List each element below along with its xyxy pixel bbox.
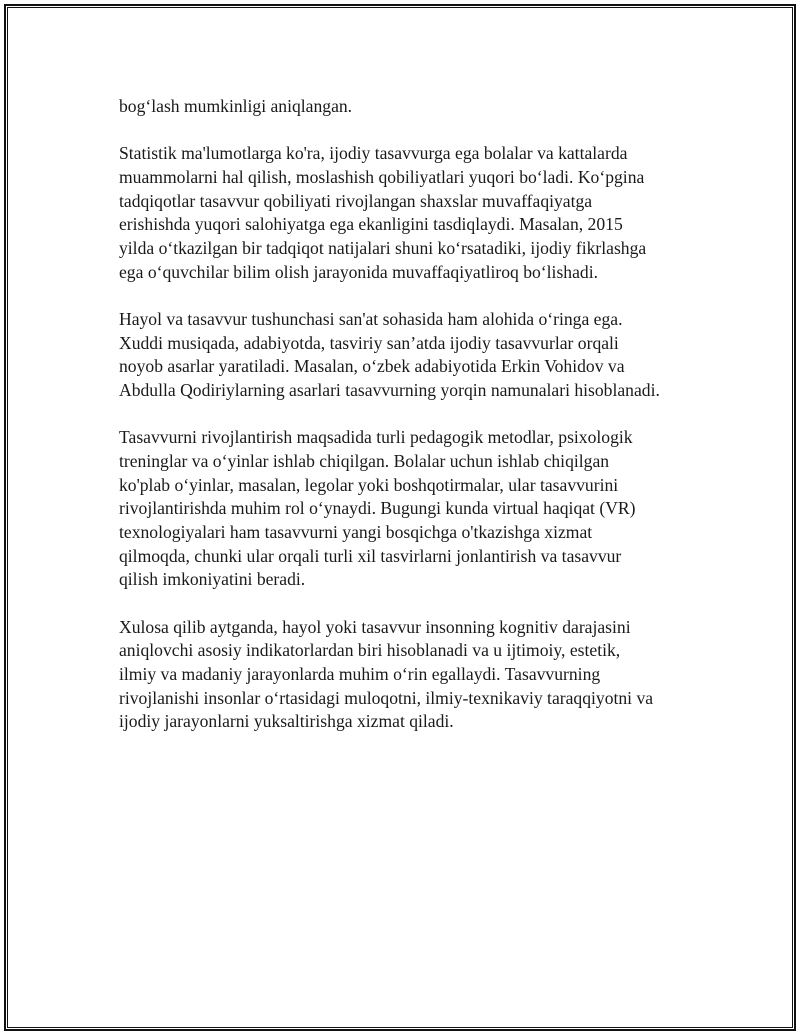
paragraph-development: Tasavvurni rivojlantirish maqsadida turli pedagogik metodlar, psixologik treninglar va o‘yinlar ishlab chiqilgan. Bolalar uchun ishlab chiqilgan ko'plab o‘yinlar, masalan, legolar yoki boshqotirmalar, ular tasavvurini rivojlantirishda muhim rol o‘ynaydi. Bugungi kunda virtual haqiqat (VR) texnologiyalari ham tasavvurni yangi bosqichga o'tkazishga xizmat qilmoqda, chunki ular orqali turli xil tasvirlarni jonlantirish va tasavvur qilish imkoniyatini beradi. <box>119 427 636 590</box>
document-body <box>119 95 699 758</box>
paragraph-conclusion: Xulosa qilib aytganda, hayol yoki tasavvur insonning kognitiv darajasini aniqlovchi asosiy indikatorlardan biri hisoblanadi va u ijtimoiy, estetik, ilmiy va madaniy jarayonlarda muhim o‘rin egallaydi. Tasavvurning rivojlanishi insonlar o‘rtasidagi muloqotni, ilmiy-texnikaviy taraqqiyotni va ijodiy jarayonlarni yuksaltirishga xizmat qiladi. <box>119 616 654 732</box>
paragraph-art: Hayol va tasavvur tushunchasi san'at sohasida ham alohida o‘ringa ega. Xuddi musiqada, adabiyotda, tasviriy san’atda ijodiy tasavvurlar orqali noyob asarlar yaratiladi. Masalan, o‘zbek adabiyotida Erkin Vohidov va Abdulla Qodiriylarning asarlari tasavvurning yorqin namunalari hisoblanadi. <box>119 308 660 401</box>
paragraph-statistics: Statistik ma'lumotlarga ko'ra, ijodiy tasavvurga ega bolalar va kattalarda muammolarni hal qilish, moslashish qobiliyatlari yuqori bo‘ladi. Ko‘pgina tadqiqotlar tasavvur qobiliyati rivojlangan shaxslar muvaffaqiyatga erishishda yuqori salohiyatga ega ekanligini tasdiqlaydi. Masalan, 2015 yilda o‘tkazilgan bir tadqiqot natijalari shuni ko‘rsatadiki, ijodiy fikrlashga ega o‘quvchilar bilim olish jarayonida muvaffaqiyatliroq bo‘lishadi. <box>119 143 647 282</box>
document-page <box>4 4 796 1031</box>
paragraph-continuation: bog‘lash mumkinligi aniqlangan. <box>119 96 353 116</box>
